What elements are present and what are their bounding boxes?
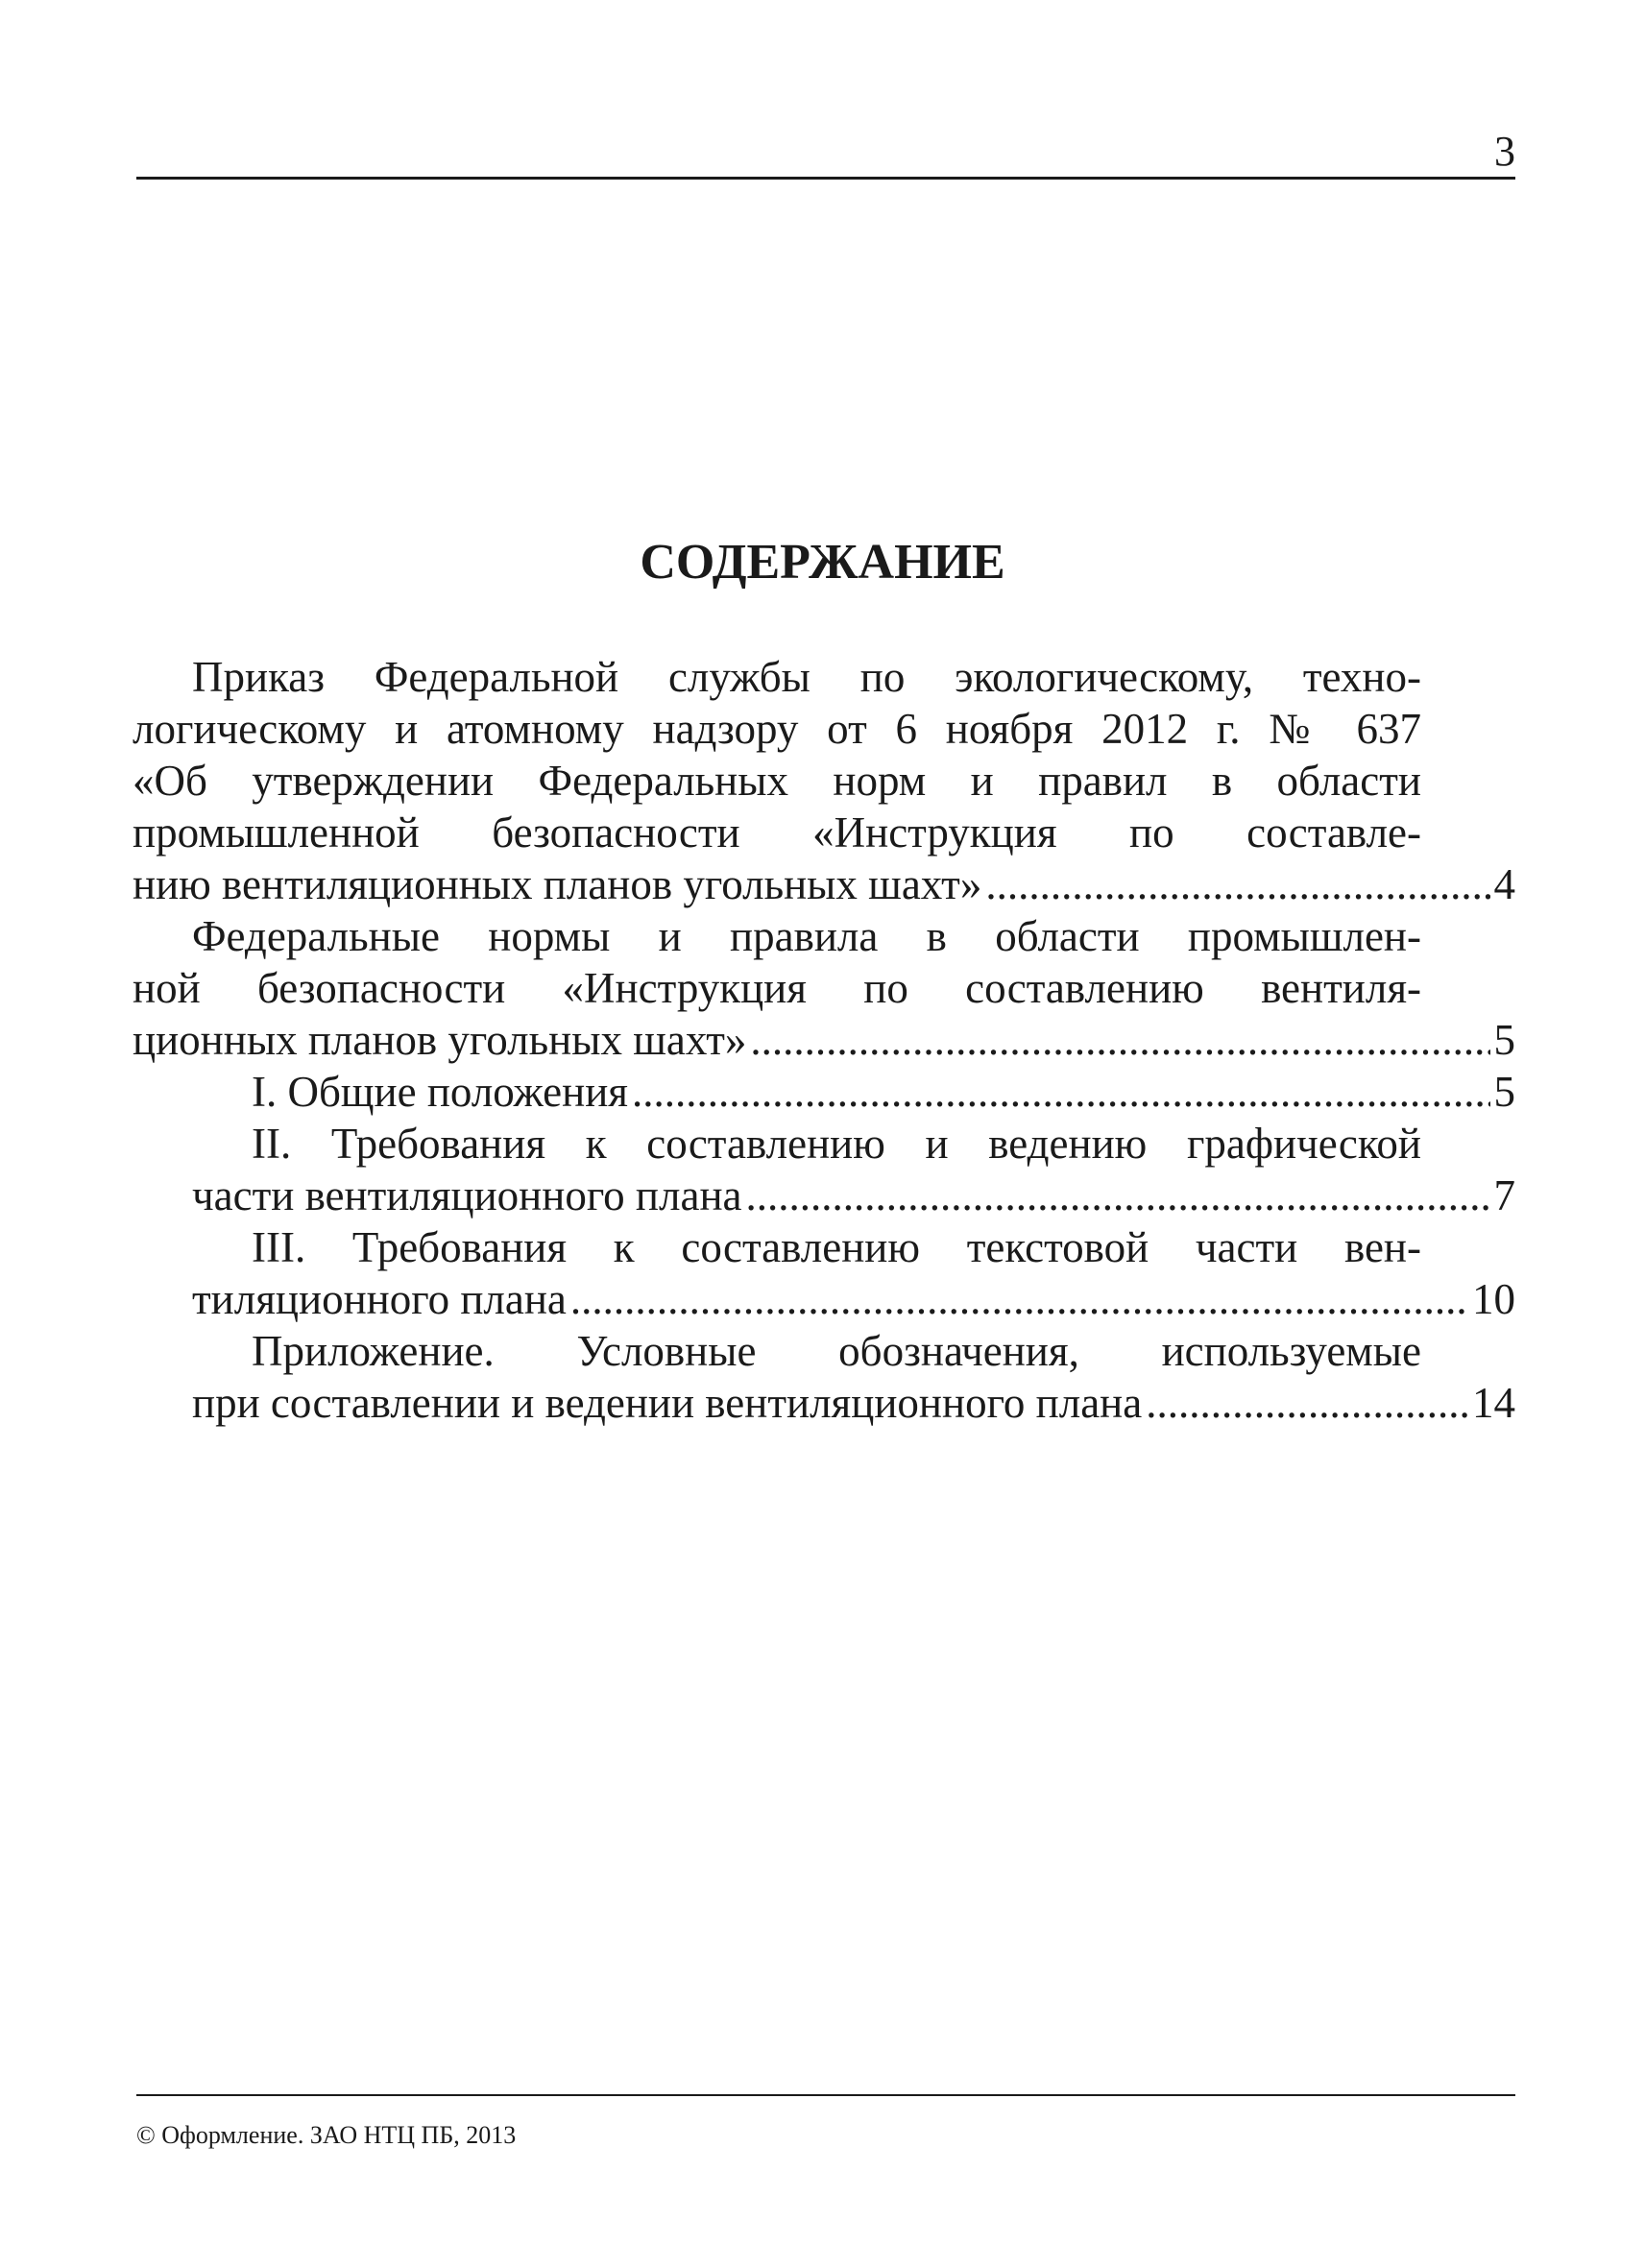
toc-entry-line: при составлении и ведении вентиляционного плана (192, 1379, 1143, 1427)
toc-entry-last-line (192, 1170, 1515, 1221)
toc-entry-line: ной безопасности «Инструкция по составлению вентиля- (133, 964, 1421, 1012)
toc-entry-line: промышленной безопасности «Инструкция по составле- (133, 808, 1421, 857)
dot-leader (750, 1014, 1489, 1066)
toc-entry-line: ционных планов угольных шахт» (133, 1016, 747, 1064)
toc-entry-last-line (192, 1377, 1515, 1429)
dot-leader (746, 1170, 1490, 1221)
toc-entry (133, 651, 1515, 910)
dot-leader (570, 1273, 1468, 1325)
toc-entry-line: части вентиляционного плана (192, 1171, 742, 1219)
toc-entry-last-line (133, 858, 1515, 910)
toc-entry-line: Приказ Федеральной службы по экологическому, техно- (192, 653, 1421, 701)
header-rule (136, 177, 1515, 180)
toc-entry-last-line (192, 1273, 1515, 1325)
toc-entry-last-line (133, 1014, 1515, 1066)
footer-copyright: © Оформление. ЗАО НТЦ ПБ, 2013 (136, 2121, 517, 2149)
table-of-contents (133, 651, 1515, 1429)
toc-entry-line: «Об утверждении Федеральных норм и правил в области (133, 757, 1421, 805)
toc-page-number: 14 (1472, 1379, 1515, 1427)
toc-entry-line: нию вентиляционных планов угольных шахт» (133, 860, 982, 908)
toc-entry-line: тиляционного плана (192, 1275, 567, 1323)
toc-entry (133, 910, 1515, 1066)
toc-page-number: 4 (1493, 860, 1515, 908)
toc-entry (192, 1221, 1515, 1325)
dot-leader (1146, 1377, 1468, 1429)
toc-entry-line: III. Требования к составлению текстовой части вен- (252, 1223, 1421, 1271)
dot-leader (985, 858, 1489, 910)
toc-entry-last-line (252, 1066, 1515, 1118)
toc-entry (192, 1118, 1515, 1221)
toc-page-number: 5 (1493, 1068, 1515, 1116)
toc-entry (192, 1325, 1515, 1429)
toc-entry (192, 1066, 1515, 1118)
toc-page-number: 10 (1472, 1275, 1515, 1323)
toc-entry-line: Федеральные нормы и правила в области промышлен- (192, 912, 1421, 960)
toc-entry-line: логическому и атомному надзору от 6 ноября 2012 г. № 637 (133, 705, 1421, 753)
toc-entry-line: Приложение. Условные обозначения, используемые (252, 1327, 1421, 1375)
dot-leader (632, 1066, 1490, 1118)
footer-rule (136, 2094, 1515, 2096)
page-number: 3 (1494, 128, 1515, 175)
toc-page-number: 5 (1493, 1016, 1515, 1064)
toc-entry-line: II. Требования к составлению и ведению графической (252, 1120, 1421, 1168)
toc-entry-line: I. Общие положения (252, 1068, 628, 1116)
toc-page-number: 7 (1493, 1171, 1515, 1219)
toc-title: СОДЕРЖАНИЕ (640, 535, 1005, 590)
